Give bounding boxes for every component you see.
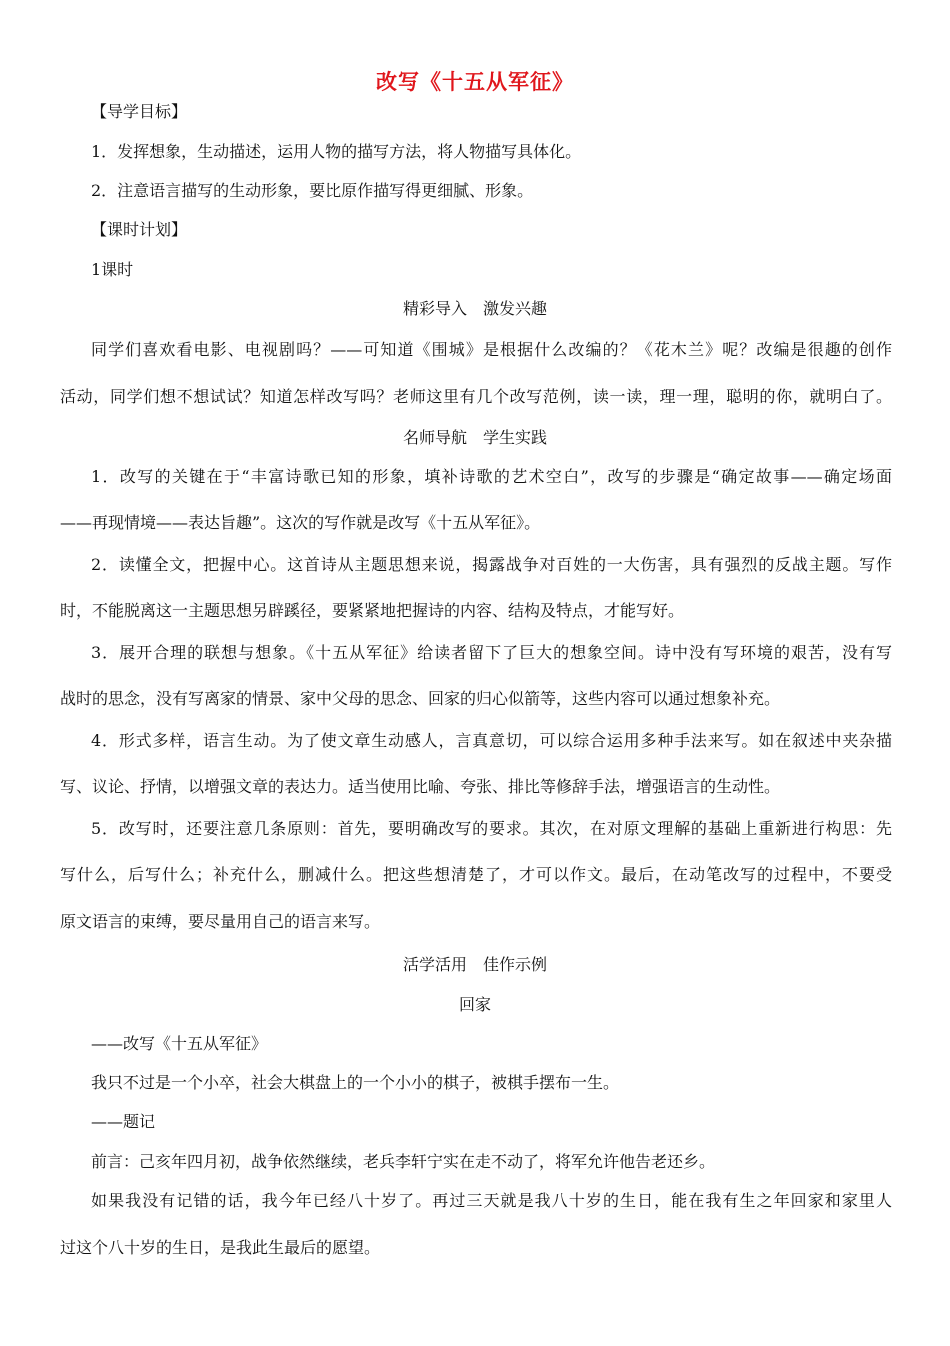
- example-heading: 活学活用 佳作示例: [402, 955, 547, 974]
- guide-point-line: 时，不能脱离这一主题思想另辟蹊径，要紧紧地把握诗的内容、结构及特点，才能写好。: [60, 601, 685, 620]
- guide-point-line: 3．展开合理的联想与想象。《十五从军征》给读者留下了巨大的想象空间。诗中没有写环境的艰苦，没有写: [91, 643, 892, 662]
- guide-point-line: ——再现情境——表达旨趣”。这次的写作就是改写《十五从军征》。: [60, 513, 541, 532]
- objectives-heading: 【导学目标】: [91, 102, 188, 121]
- essay-body-line: 过这个八十岁的生日，是我此生最后的愿望。: [60, 1238, 381, 1257]
- epigraph-label: ——题记: [91, 1112, 156, 1131]
- guide-point-line: 写什么，后写什么；补充什么，删减什么。把这些想清楚了，才可以作文。最后，在动笔改写的过程中，不要受: [60, 865, 892, 884]
- plan-value: 1课时: [91, 260, 134, 279]
- guide-point-line: 写、议论、抒情，以增强文章的表达力。适当使用比喻、夸张、排比等修辞手法，增强语言的生动性。: [60, 777, 781, 796]
- guide-point-line: 2．读懂全文，把握中心。这首诗从主题思想来说，揭露战争对百姓的一大伤害，具有强烈的反战主题。写作: [91, 555, 892, 574]
- guide-point-line: 原文语言的束缚，要尽量用自己的语言来写。: [60, 912, 381, 931]
- essay-subtitle: ——改写《十五从军征》: [91, 1034, 268, 1053]
- guide-point-line: 5．改写时，还要注意几条原则：首先，要明确改写的要求。其次，在对原文理解的基础上重新进行构思：先: [91, 819, 892, 838]
- plan-heading: 【课时计划】: [91, 220, 188, 239]
- guide-point-line: 战时的思念，没有写离家的情景、家中父母的思念、回家的归心似箭等，这些内容可以通过想象补充。: [60, 689, 781, 708]
- guide-point-line: 4．形式多样，语言生动。为了使文章生动感人，言真意切，可以综合运用多种手法来写。如在叙述中夹杂描: [91, 731, 892, 750]
- guide-heading: 名师导航 学生实践: [402, 428, 547, 447]
- document-title: 改写《十五从军征》: [376, 69, 574, 94]
- essay-title: 回家: [458, 995, 491, 1014]
- intro-heading: 精彩导入 激发兴趣: [402, 299, 547, 318]
- objective-item: 1．发挥想象，生动描述，运用人物的描写方法，将人物描写具体化。: [91, 142, 582, 161]
- objective-item: 2．注意语言描写的生动形象，要比原作描写得更细腻、形象。: [91, 181, 534, 200]
- intro-paragraph-line: 同学们喜欢看电影、电视剧吗？——可知道《围城》是根据什么改编的？《花木兰》呢？改编是很趣的创作: [91, 340, 892, 359]
- intro-paragraph-line: 活动，同学们想不想试试？知道怎样改写吗？老师这里有几个改写范例，读一读，理一理，聪明的你，就明白了。: [60, 387, 892, 406]
- essay-epigraph: 我只不过是一个小卒，社会大棋盘上的一个小小的棋子，被棋手摆布一生。: [91, 1073, 620, 1092]
- essay-body-line: 如果我没有记错的话，我今年已经八十岁了。再过三天就是我八十岁的生日，能在我有生之年回家和家里人: [91, 1191, 892, 1210]
- guide-point-line: 1．改写的关键在于“丰富诗歌已知的形象，填补诗歌的艺术空白”，改写的步骤是“确定故事——确定场面: [91, 467, 892, 486]
- essay-preface: 前言：己亥年四月初，战争依然继续，老兵李轩宁实在走不动了，将军允许他告老还乡。: [91, 1152, 716, 1171]
